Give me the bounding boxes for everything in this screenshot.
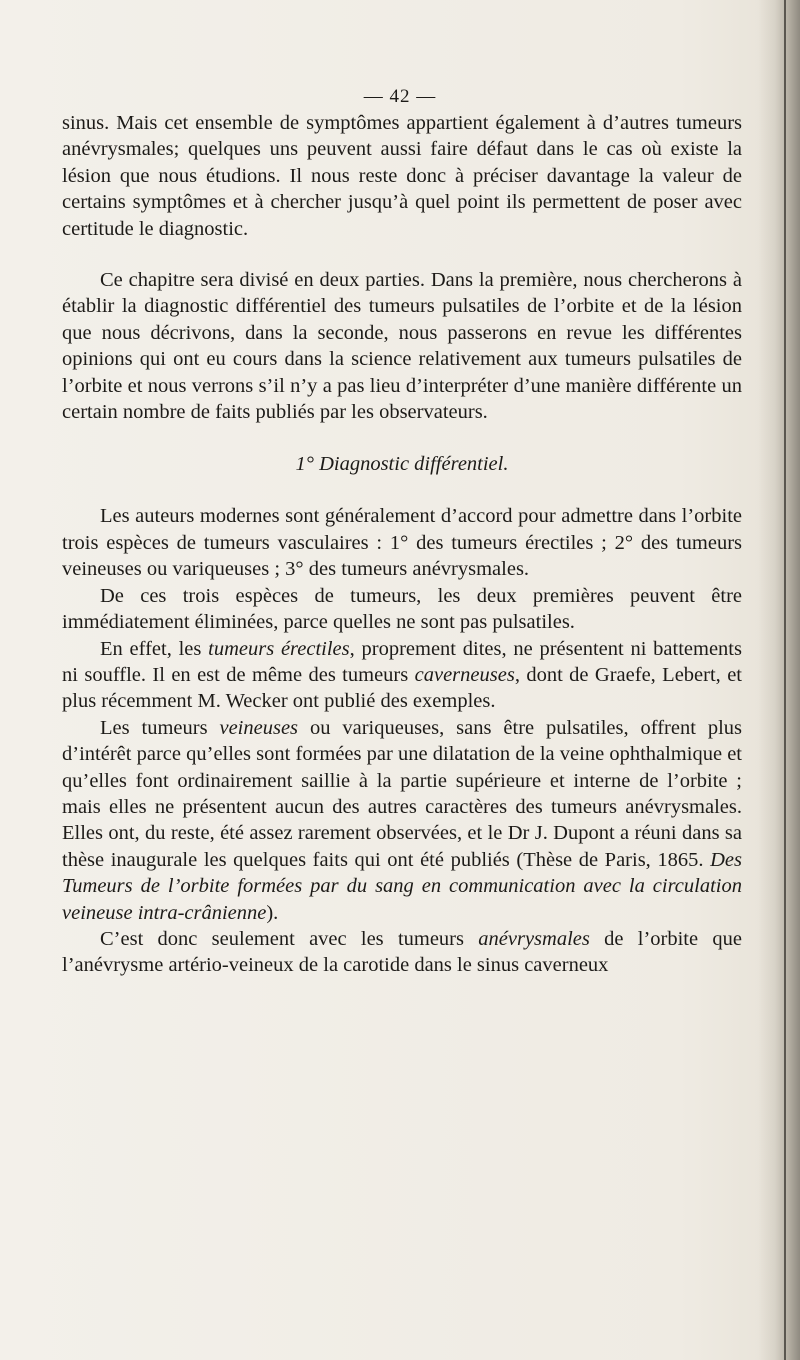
text-run: C’est donc seulement avec les tumeurs <box>100 927 479 950</box>
text-run: , proprement dites, ne présentent ni battements ni souffle. Il en est de même des tumeurs <box>62 637 742 686</box>
section-heading: 1° Diagnostic différentiel. <box>295 453 509 476</box>
paragraph-1: sinus. Mais cet ensemble de symptômes appartient également à d’autres tumeurs anévrysmales; quelques uns peuvent aussi faire défaut dans le cas où existe la lésion que nous étudions. Il nous reste donc à préciser davantage la valeur de certains symptômes et à chercher jusqu’à quel point ils permettent de poser avec certitude le diagnostic. <box>62 112 742 240</box>
italic-term: veineuses <box>219 716 299 739</box>
page-edge-shadow <box>758 0 800 1360</box>
paragraph-4: De ces trois espèces de tumeurs, les deux premières peuvent être immédiatement éliminées, parce quelles ne sont pas pulsatiles. <box>62 584 742 634</box>
italic-citation: Des Tumeurs de l’orbite formées par du sang en communication avec la circulation veineuse intra-crânienne <box>62 848 742 924</box>
paragraph-6 <box>62 715 742 926</box>
text-run: Les tumeurs <box>100 716 220 739</box>
paragraph-5 <box>62 636 742 715</box>
text-run: , dont de Graefe, Lebert, et plus récemment M. Wecker ont publié des exemples. <box>62 663 742 713</box>
italic-term: caverneuses <box>414 663 515 686</box>
paragraph-7 <box>62 926 742 979</box>
paragraph-3: Les auteurs modernes sont généralement d’accord pour admettre dans l’orbite trois espèces de tumeurs vasculaires : 1° des tumeurs érectiles ; 2° des tumeurs veineuses ou variqueuses ; 3° des tumeurs anévrysmales. <box>62 505 742 581</box>
italic-term: tumeurs érectiles <box>208 637 350 660</box>
text-run: ou variqueuses, sans être pulsatiles, offrent plus d’intérêt parce qu’elles sont formées par une dilatation de la veine ophthalmique et qu’elles font ordinairement saillie à la partie supérieure et interne de l’orbite ; mais elles ne présentent aucun des autres caractères des tumeurs anévrysmales. Elles ont, du reste, été assez rarement observées, et le Dr J. Dupont a réuni dans sa thèse inaugurale les quelques faits qui ont été publiés (Thèse de Paris, 1865. <box>62 716 742 871</box>
text-run: ). <box>266 901 279 924</box>
text-run: En effet, les <box>100 637 209 660</box>
body-text <box>62 110 742 979</box>
page-edge-line <box>784 0 786 1360</box>
italic-term: anévrysmales <box>478 927 590 950</box>
text-run: de l’orbite que l’anévrysme artério-veineux de la carotide dans le sinus caverneux <box>62 927 742 977</box>
page-number: — 42 — <box>363 86 437 107</box>
paragraph-2: Ce chapitre sera divisé en deux parties. Dans la première, nous chercherons à établir la diagnostic différentiel des tumeurs pulsatiles de l’orbite et de la lésion que nous décrivons, dans la seconde, nous passerons en revue les différentes opinions qui ont eu cours dans la science relativement aux tumeurs pulsatiles de l’orbite et nous verrons s’il n’y a pas lieu d’interpréter d’une manière différente un certain nombre de faits publiés par les observateurs. <box>62 269 742 424</box>
